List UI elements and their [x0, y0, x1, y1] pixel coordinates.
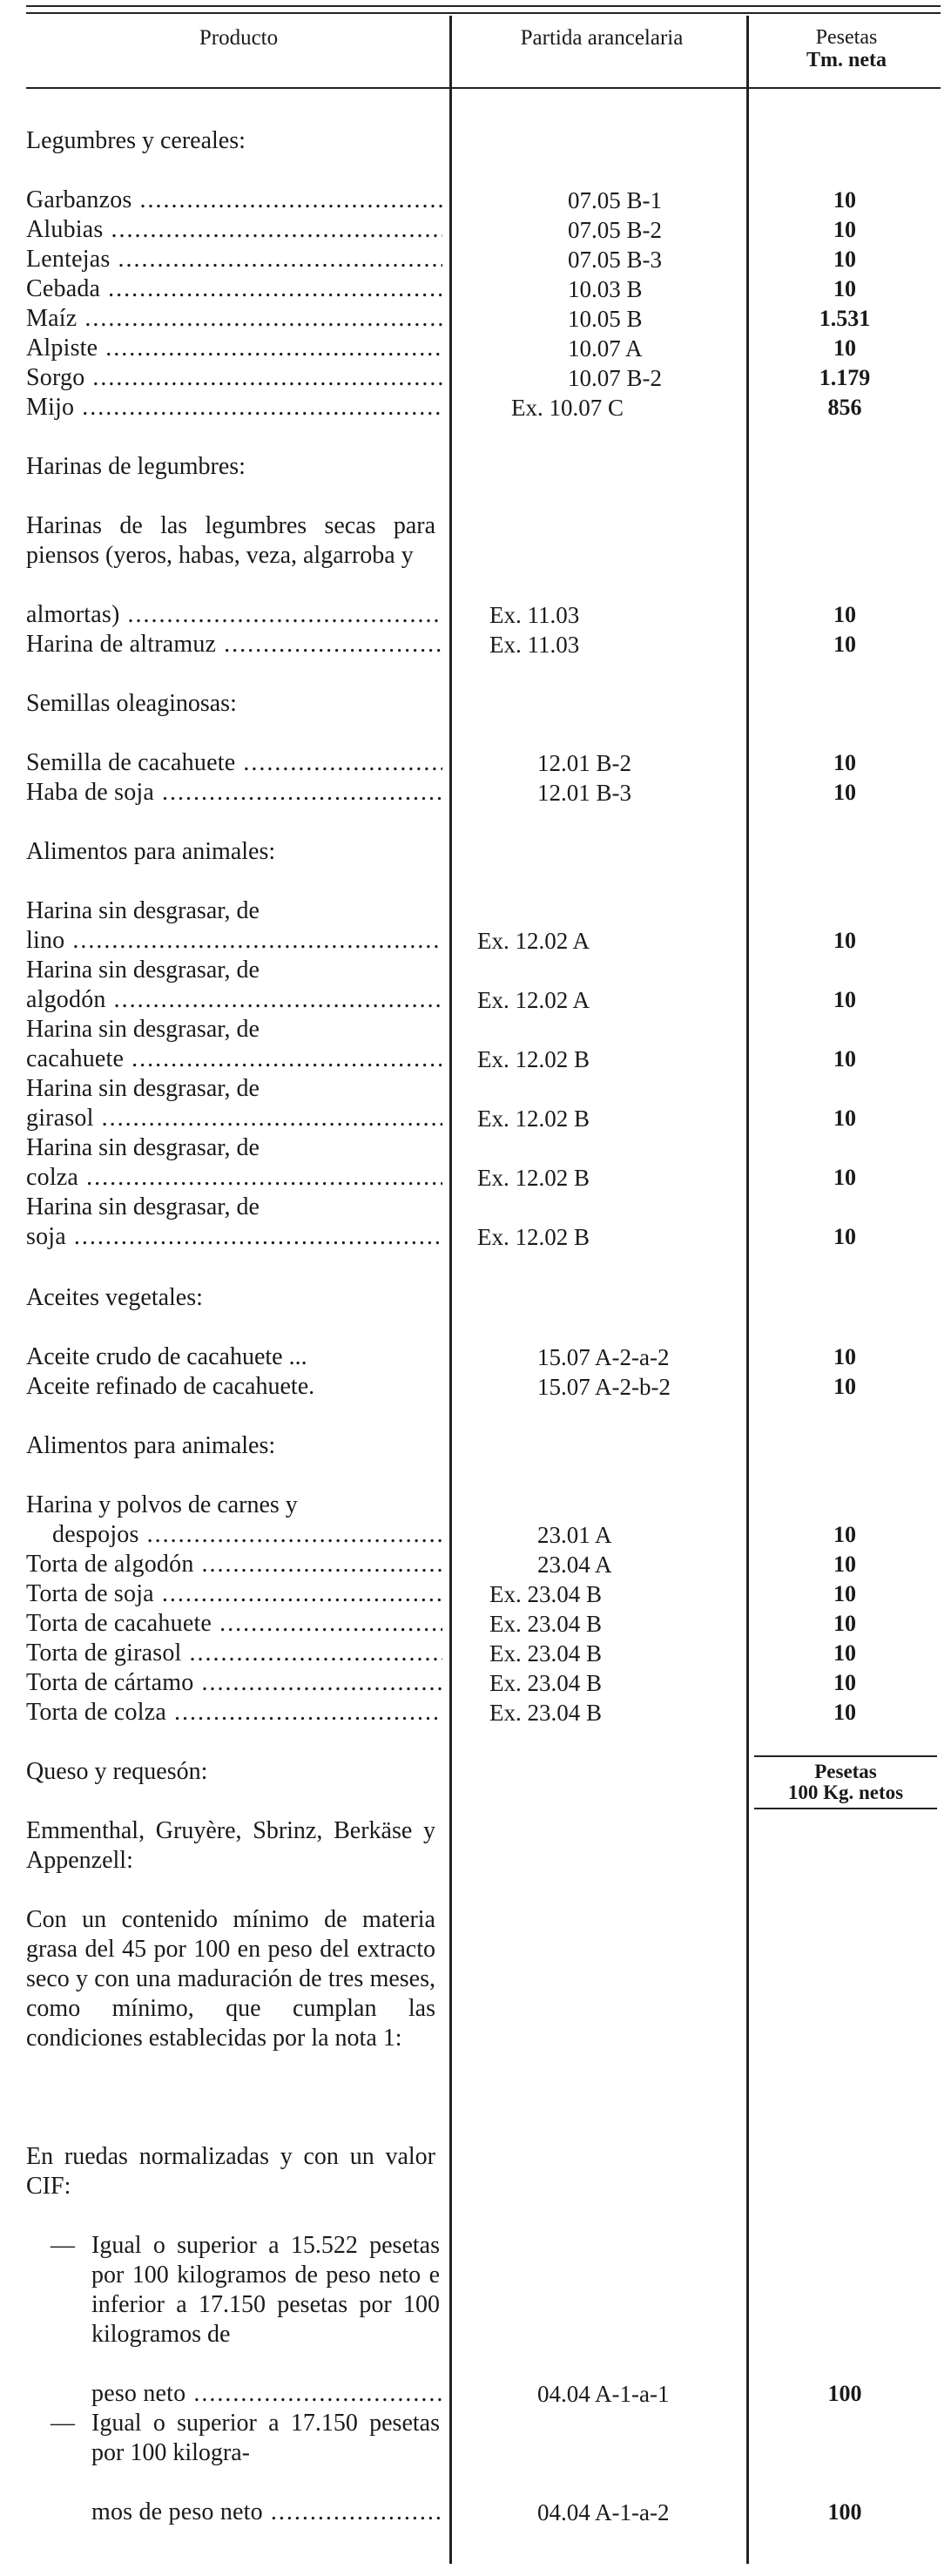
row-value: 10	[833, 1046, 856, 1072]
row-code: Ex. 12.02 A	[477, 928, 590, 954]
row-code: Ex. 11.03	[489, 602, 580, 628]
unit-header	[754, 1761, 937, 1803]
row-code: 10.05 B	[568, 306, 643, 332]
row-name: Alpiste	[26, 335, 98, 362]
row-value: 10	[833, 1670, 856, 1695]
row-value: 10	[833, 632, 856, 657]
row-code: 04.04 A-1-a-2	[537, 2499, 670, 2525]
row-label	[26, 1104, 442, 1133]
row-code: 10.03 B	[568, 276, 643, 302]
row-value: 10	[833, 276, 856, 301]
row-code: 07.05 B-2	[568, 217, 662, 243]
row-name: Sorgo	[26, 364, 85, 391]
row-label	[26, 1609, 442, 1639]
row-code: 07.05 B-3	[568, 247, 662, 273]
section-subheading: Emmenthal, Gruyère, Sbrinz, Berkäse y Appenzell:	[26, 1817, 435, 1874]
row-label	[26, 926, 442, 956]
row-value: 10	[833, 1581, 856, 1606]
row-value: 10	[833, 780, 856, 805]
section-paragraph: En ruedas normalizadas y con un valor CIF:	[26, 2143, 435, 2200]
row-label	[91, 2498, 442, 2527]
row-name: despojos	[52, 1521, 139, 1548]
row-code: 12.01 B-2	[537, 750, 631, 776]
row-label	[26, 630, 442, 659]
header-partida: Partida arancelaria	[520, 26, 684, 50]
row-label	[26, 600, 442, 630]
section-heading: Queso y requesón:	[26, 1758, 208, 1785]
header-pesetas-line1: Pesetas	[815, 26, 878, 49]
row-value: 10	[833, 187, 856, 213]
row-code: Ex. 23.04 B	[489, 1700, 603, 1726]
row-value: 10	[833, 335, 856, 361]
row-name: Aceite crudo de cacahuete ...	[26, 1343, 307, 1370]
row-description: Harina y polvos de carnes y	[26, 1491, 298, 1518]
row-value: 10	[833, 217, 856, 242]
row-value: 10	[833, 1224, 856, 1249]
row-name: Torta de algodón	[26, 1551, 194, 1578]
row-name: Semilla de cacahuete	[26, 749, 236, 776]
row-code: Ex. 12.02 B	[477, 1105, 590, 1132]
row-label	[26, 334, 442, 363]
row-label	[26, 245, 442, 274]
section-heading: Semillas oleaginosas:	[26, 690, 237, 717]
row-name: soja	[26, 1223, 66, 1250]
row-value: 10	[833, 750, 856, 775]
row-description: Harina sin desgrasar, de	[26, 897, 260, 924]
row-code: Ex. 11.03	[489, 632, 580, 658]
row-label	[26, 1639, 442, 1668]
row-description: Harina sin desgrasar, de	[26, 957, 260, 984]
row-code: Ex. 12.02 B	[477, 1046, 590, 1072]
row-code: Ex. 12.02 B	[477, 1165, 590, 1191]
row-name: lino	[26, 927, 65, 954]
row-code: Ex. 12.02 A	[477, 987, 590, 1013]
row-description: Igual o superior a 15.522 pesetas por 100 kilogramos de peso neto e inferior a 17.150 pesetas por 100 kilogramos de	[91, 2232, 440, 2348]
row-code: Ex. 23.04 B	[489, 1640, 603, 1667]
row-value: 10	[833, 928, 856, 953]
row-code: 23.01 A	[537, 1522, 612, 1548]
row-code: 15.07 A-2-a-2	[537, 1344, 670, 1370]
row-name: Haba de soja	[26, 779, 155, 806]
row-code: Ex. 23.04 B	[489, 1581, 603, 1607]
row-value: 1.531	[819, 306, 871, 331]
row-value: 10	[833, 1552, 856, 1577]
row-code: 10.07 A	[568, 335, 643, 362]
row-label	[26, 1163, 442, 1193]
section-heading: Alimentos para animales:	[26, 838, 276, 865]
row-label	[26, 215, 442, 245]
unit-header-line2: 100 Kg. netos	[787, 1782, 904, 1803]
row-code: 04.04 A-1-a-1	[537, 2381, 670, 2407]
row-description: Harina sin desgrasar, de	[26, 1016, 260, 1043]
column-divider	[449, 16, 452, 2564]
dash-bullet: —	[51, 2232, 75, 2259]
row-label	[26, 1045, 442, 1074]
row-code: Ex. 23.04 B	[489, 1611, 603, 1637]
row-code: 12.01 B-3	[537, 780, 631, 806]
top-rule	[26, 5, 941, 7]
row-description: Harina sin desgrasar, de	[26, 1075, 260, 1102]
row-name: Harina de altramuz	[26, 631, 217, 658]
row-label	[26, 274, 442, 304]
row-value: 100	[827, 2499, 862, 2525]
row-value: 10	[833, 1105, 856, 1131]
row-name: almortas)	[26, 601, 120, 628]
dash-bullet: —	[51, 2410, 75, 2437]
header-producto: Producto	[199, 26, 279, 50]
row-label	[26, 748, 442, 778]
row-value: 10	[833, 247, 856, 272]
row-value: 10	[833, 1611, 856, 1636]
row-value: 10	[833, 1700, 856, 1725]
row-name: Torta de cártamo	[26, 1669, 194, 1696]
row-code: 10.07 B-2	[568, 365, 662, 391]
row-value: 100	[827, 2381, 862, 2406]
row-label	[26, 304, 442, 334]
row-label	[91, 2379, 442, 2409]
row-label	[52, 1520, 442, 1550]
row-code: Ex. 23.04 B	[489, 1670, 603, 1696]
row-value: 10	[833, 1522, 856, 1547]
row-code: 23.04 A	[537, 1552, 612, 1578]
row-description: Harina sin desgrasar, de	[26, 1193, 260, 1220]
row-label	[26, 778, 442, 808]
row-description: Igual o superior a 17.150 pesetas por 100 kilogra-	[91, 2410, 440, 2466]
row-name: Alubias	[26, 216, 104, 243]
section-heading: Aceites vegetales:	[26, 1284, 203, 1311]
row-name: Cebada	[26, 275, 101, 302]
row-value: 856	[827, 395, 862, 420]
unit-header-line1: Pesetas	[814, 1761, 877, 1782]
section-paragraph: Con un contenido mínimo de materia grasa del 45 por 100 en peso del extracto seco y con una maduración de tres meses, como mínimo, que cumplan las condiciones establecidas por la nota 1:	[26, 1906, 435, 2052]
row-label	[26, 393, 442, 423]
row-name: Torta de colza	[26, 1699, 166, 1726]
top-rule	[26, 12, 941, 14]
row-code: 15.07 A-2-b-2	[537, 1374, 671, 1400]
row-name: Garbanzos	[26, 186, 132, 213]
row-label	[26, 186, 442, 215]
unit-header-rule	[754, 1755, 937, 1757]
header-pesetas-line2: Tm. neta	[806, 49, 887, 71]
row-name: girasol	[26, 1105, 94, 1132]
row-code: Ex. 12.02 B	[477, 1224, 590, 1250]
row-name: Maíz	[26, 305, 78, 332]
row-name: Torta de girasol	[26, 1640, 182, 1667]
row-code: Ex. 10.07 C	[511, 395, 624, 421]
section-heading: Legumbres y cereales:	[26, 127, 246, 154]
row-label	[26, 1222, 442, 1252]
row-value: 10	[833, 1640, 856, 1666]
row-description: Harina sin desgrasar, de	[26, 1134, 260, 1161]
row-name: Torta de cacahuete	[26, 1610, 212, 1637]
row-name: Lentejas	[26, 246, 111, 273]
unit-header-rule	[754, 1808, 937, 1809]
row-value: 10	[833, 1165, 856, 1190]
row-label	[26, 1668, 442, 1698]
row-name: mos de peso neto	[91, 2498, 263, 2525]
section-heading: Alimentos para animales:	[26, 1432, 276, 1459]
row-label	[26, 985, 442, 1015]
section-heading: Harinas de legumbres:	[26, 453, 246, 480]
header-rule	[26, 87, 941, 89]
row-value: 10	[833, 1374, 856, 1399]
row-value: 1.179	[819, 365, 871, 390]
row-name: Aceite refinado de cacahuete.	[26, 1373, 315, 1400]
row-code: 07.05 B-1	[568, 187, 662, 213]
row-label	[26, 1579, 442, 1609]
row-name: peso neto	[91, 2380, 186, 2407]
row-description: Harinas de las legumbres secas para piensos (yeros, habas, veza, algarroba y	[26, 512, 435, 569]
row-name: colza	[26, 1164, 79, 1191]
row-name: Mijo	[26, 394, 75, 421]
row-value: 10	[833, 1344, 856, 1369]
row-name: algodón	[26, 986, 106, 1013]
row-name: cacahuete	[26, 1045, 125, 1072]
row-value: 10	[833, 602, 856, 627]
row-label	[26, 1698, 442, 1727]
row-name: Torta de soja	[26, 1580, 154, 1607]
row-label	[26, 363, 442, 393]
row-value: 10	[833, 987, 856, 1012]
header-pesetas	[751, 26, 942, 71]
row-label	[26, 1550, 442, 1579]
